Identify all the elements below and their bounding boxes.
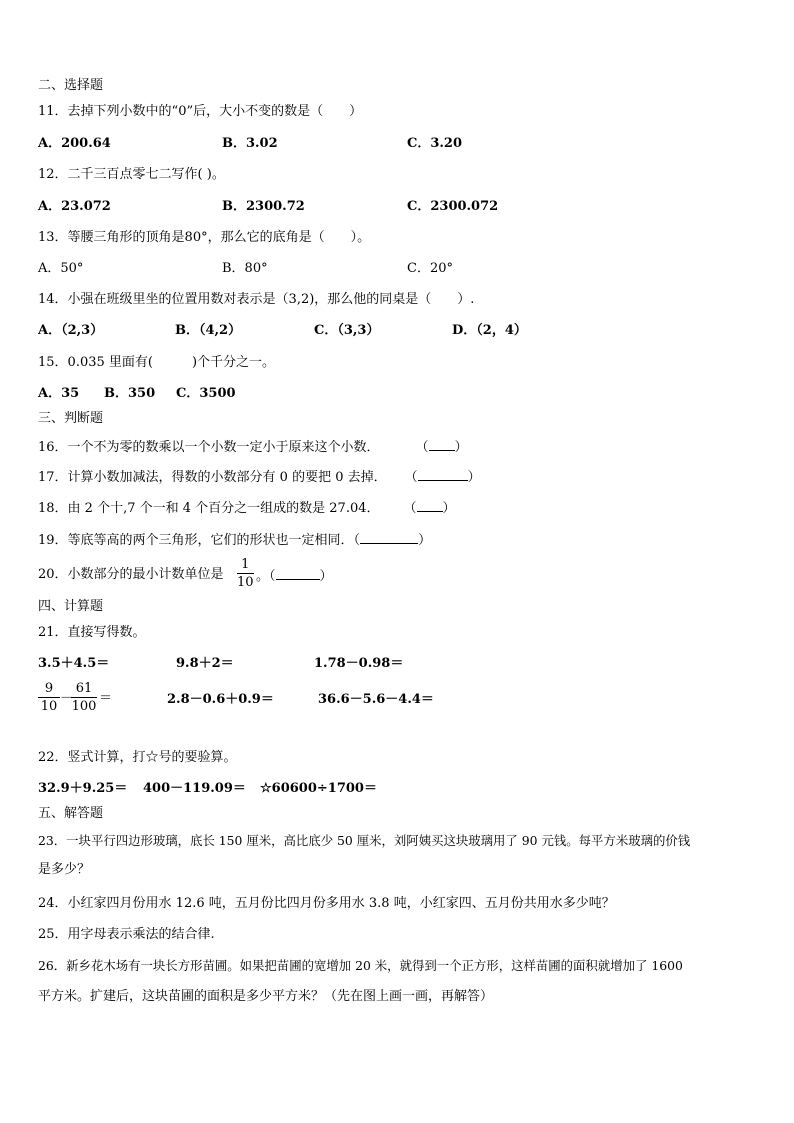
calc-item: 400－119.09＝: [143, 781, 246, 796]
q13-option-c: C．20°: [407, 261, 453, 276]
q20-tail: 。（: [256, 569, 276, 584]
equals-sign: ＝: [99, 691, 113, 706]
q15-option-b: B．350: [104, 386, 156, 401]
question-15: 15．0.035 里面有( )个千分之一。: [38, 355, 276, 370]
question-23-line1: 23．一块平行四边形玻璃，底长 150 厘米，高比底少 50 厘米，刘阿姨买这块玻璃用了 90 元钱。每平方米玻璃的价钱: [38, 833, 691, 848]
question-26-line1: 26．新乡花木场有一块长方形苗圃。如果把苗圃的宽增加 20 米，就得到一个正方形，这样苗圃的面积就增加了 1600: [38, 958, 683, 973]
q14-option-a: A．（2,3）: [38, 323, 104, 338]
q15-option-c: C．3500: [176, 386, 236, 401]
answer-paren-right: ）: [442, 501, 456, 516]
fraction-numerator: 61: [75, 681, 93, 696]
q15-option-a: A．35: [38, 386, 80, 401]
answer-blank[interactable]: [429, 438, 455, 451]
fraction-numerator: 9: [44, 681, 54, 696]
answer-paren-right: ）: [467, 470, 481, 485]
q11-option-a: A．200.64: [38, 136, 111, 151]
q16-text: 16．一个不为零的数乘以一个小数一定小于原来这个小数．: [38, 440, 380, 455]
fraction-denominator: 10: [40, 699, 58, 714]
answer-paren-left: （: [404, 470, 418, 485]
question-22: 22．竖式计算，打☆号的要验算。: [38, 750, 237, 765]
question-19: [38, 531, 431, 549]
minus-sign: －: [60, 691, 74, 706]
q18-text: 18．由 2 个十,7 个一和 4 个百分之一组成的数是 27.04．: [38, 501, 380, 516]
question-23-line2: 是多少？: [38, 862, 91, 877]
question-21: 21．直接写得数。: [38, 625, 146, 640]
question-11: 11．去掉下列小数中的“0”后，大小不变的数是（ ）: [38, 104, 363, 119]
answer-blank[interactable]: [360, 531, 418, 544]
answer-blank[interactable]: [418, 468, 468, 481]
section-heading-solve: 五、解答题: [38, 806, 104, 821]
q20-answer: [256, 567, 333, 585]
answer-paren-left: （: [415, 440, 429, 455]
q12-option-b: B．2300.72: [222, 199, 305, 214]
q12-option-c: C．2300.072: [407, 199, 499, 214]
q11-option-b: B．3.02: [222, 136, 278, 151]
calc-item: 3.5＋4.5＝: [38, 656, 110, 671]
question-18: [38, 499, 456, 517]
q14-option-c: C．（3,3）: [314, 323, 380, 338]
answer-paren-right: ）: [319, 569, 333, 584]
calc-item: 36.6－5.6－4.4＝: [318, 692, 434, 707]
question-14: 14．小强在班级里坐的位置用数对表示是（3,2)，那么他的同桌是（ ）.: [38, 292, 475, 307]
q13-option-a: A．50°: [38, 261, 84, 276]
answer-blank[interactable]: [417, 499, 443, 512]
q19-text: 19．等底等高的两个三角形，它们的形状也一定相同．: [38, 533, 354, 548]
calc-item: ☆60600÷1700＝: [260, 781, 377, 796]
section-heading-choice: 二、选择题: [38, 78, 104, 93]
q11-option-c: C．3.20: [407, 136, 463, 151]
fraction-nine-tenths: [38, 681, 60, 714]
section-heading-calc: 四、计算题: [38, 599, 104, 614]
answer-paren-left: （: [353, 533, 361, 548]
calc-item: 2.8－0.6＋0.9＝: [167, 692, 274, 707]
q17-text: 17．计算小数加减法，得数的小数部分有 0 的要把 0 去掉．: [38, 470, 387, 485]
q14-option-d: D．（2，4）: [452, 323, 527, 338]
question-20: 20．小数部分的最小计数单位是: [38, 567, 224, 582]
question-13: 13．等腰三角形的顶角是80°，那么它的底角是（ ）。: [38, 230, 371, 245]
calc-item: 1.78－0.98＝: [314, 656, 404, 671]
fraction-one-tenth: [237, 557, 254, 590]
question-12: 12．二千三百点零七二写作( )。: [38, 167, 225, 182]
answer-paren-left: （: [403, 501, 417, 516]
question-16: [38, 438, 468, 456]
question-26-line2: 平方米。扩建后，这块苗圃的面积是多少平方米？（先在图上画一画，再解答）: [38, 989, 494, 1004]
calc-item: 9.8＋2＝: [176, 656, 234, 671]
answer-blank[interactable]: [276, 567, 320, 580]
question-25: 25．用字母表示乘法的结合律.: [38, 927, 215, 942]
section-heading-judge: 三、判断题: [38, 411, 104, 426]
answer-paren-right: ）: [454, 440, 468, 455]
fraction-numerator: 1: [241, 557, 250, 572]
question-17: [38, 468, 481, 486]
answer-paren-right: ）: [418, 533, 432, 548]
q12-option-a: A．23.072: [38, 199, 111, 214]
q13-option-b: B．80°: [222, 261, 268, 276]
fraction-denominator: 10: [237, 575, 254, 590]
fraction-denominator: 100: [71, 699, 97, 714]
calc-item: 32.9＋9.25＝: [38, 781, 128, 796]
question-24: 24．小红家四月份用水 12.6 吨，五月份比四月份多用水 3.8 吨，小红家四、五月份共用水多少吨？: [38, 896, 615, 911]
fraction-61-hundredths: [71, 681, 97, 714]
q14-option-b: B．（4,2）: [175, 323, 242, 338]
